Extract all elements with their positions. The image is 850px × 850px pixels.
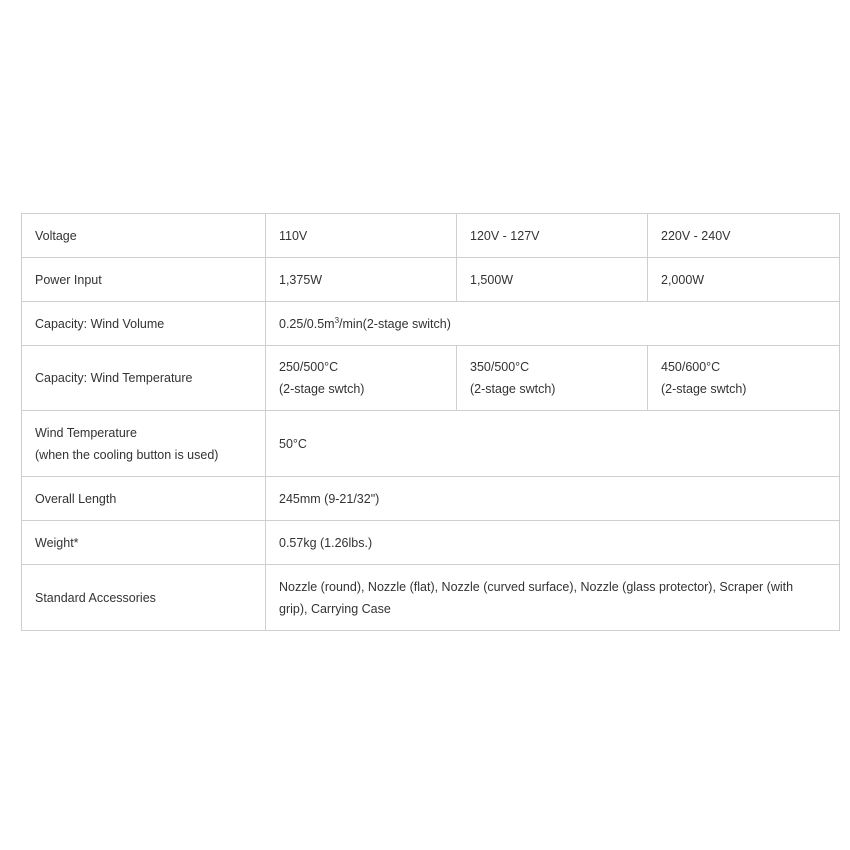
row-label-overall-length: Overall Length <box>22 477 266 521</box>
wind-temperature-value-1 <box>266 346 457 411</box>
wind-volume-value <box>266 302 840 346</box>
row-label-cooling-temperature <box>22 411 266 477</box>
row-label-weight: Weight* <box>22 521 266 565</box>
row-label-power-input: Power Input <box>22 258 266 302</box>
wind-temperature-1-note: (2-stage swtch) <box>279 382 365 396</box>
wind-temperature-1-range: 250/500°C <box>279 360 339 374</box>
voltage-value-1: 110V <box>266 214 457 258</box>
table-row <box>22 477 840 521</box>
wind-temperature-value-3 <box>648 346 840 411</box>
wind-volume-value-unit: /min(2-stage switch) <box>339 316 451 331</box>
cooling-label-main: Wind Temperature <box>35 425 137 440</box>
power-input-value-2: 1,500W <box>457 258 648 302</box>
table-row <box>22 214 840 258</box>
row-label-wind-temperature: Capacity: Wind Temperature <box>22 346 266 411</box>
accessories-line-1: Nozzle (round), Nozzle (flat), Nozzle (curved surface), Nozzle (glass protector), Scraper (with <box>279 579 794 594</box>
power-input-value-3: 2,000W <box>648 258 840 302</box>
wind-temperature-3-note: (2-stage swtch) <box>661 382 747 396</box>
wind-temperature-2-range: 350/500°C <box>470 360 530 374</box>
specifications-table <box>21 213 840 631</box>
table-row <box>22 411 840 477</box>
standard-accessories-value <box>266 565 840 631</box>
row-label-wind-volume: Capacity: Wind Volume <box>22 302 266 346</box>
power-input-value-1: 1,375W <box>266 258 457 302</box>
voltage-value-2: 120V - 127V <box>457 214 648 258</box>
table-row <box>22 302 840 346</box>
overall-length-value: 245mm (9-21/32") <box>266 477 840 521</box>
wind-volume-value-main: 0.25/0.5m <box>279 316 335 331</box>
weight-value: 0.57kg (1.26lbs.) <box>266 521 840 565</box>
wind-temperature-value-2 <box>457 346 648 411</box>
voltage-value-3: 220V - 240V <box>648 214 840 258</box>
wind-temperature-3-range: 450/600°C <box>661 360 721 374</box>
table-row <box>22 565 840 631</box>
table-row <box>22 258 840 302</box>
cooling-temperature-value: 50°C <box>266 411 840 477</box>
table-row <box>22 346 840 411</box>
row-label-voltage: Voltage <box>22 214 266 258</box>
cooling-label-note: (when the cooling button is used) <box>35 447 219 462</box>
wind-temperature-2-note: (2-stage swtch) <box>470 382 556 396</box>
table-row <box>22 521 840 565</box>
wind-volume-superscript: 3 <box>334 315 340 325</box>
row-label-standard-accessories: Standard Accessories <box>22 565 266 631</box>
accessories-line-2: grip), Carrying Case <box>279 601 391 616</box>
